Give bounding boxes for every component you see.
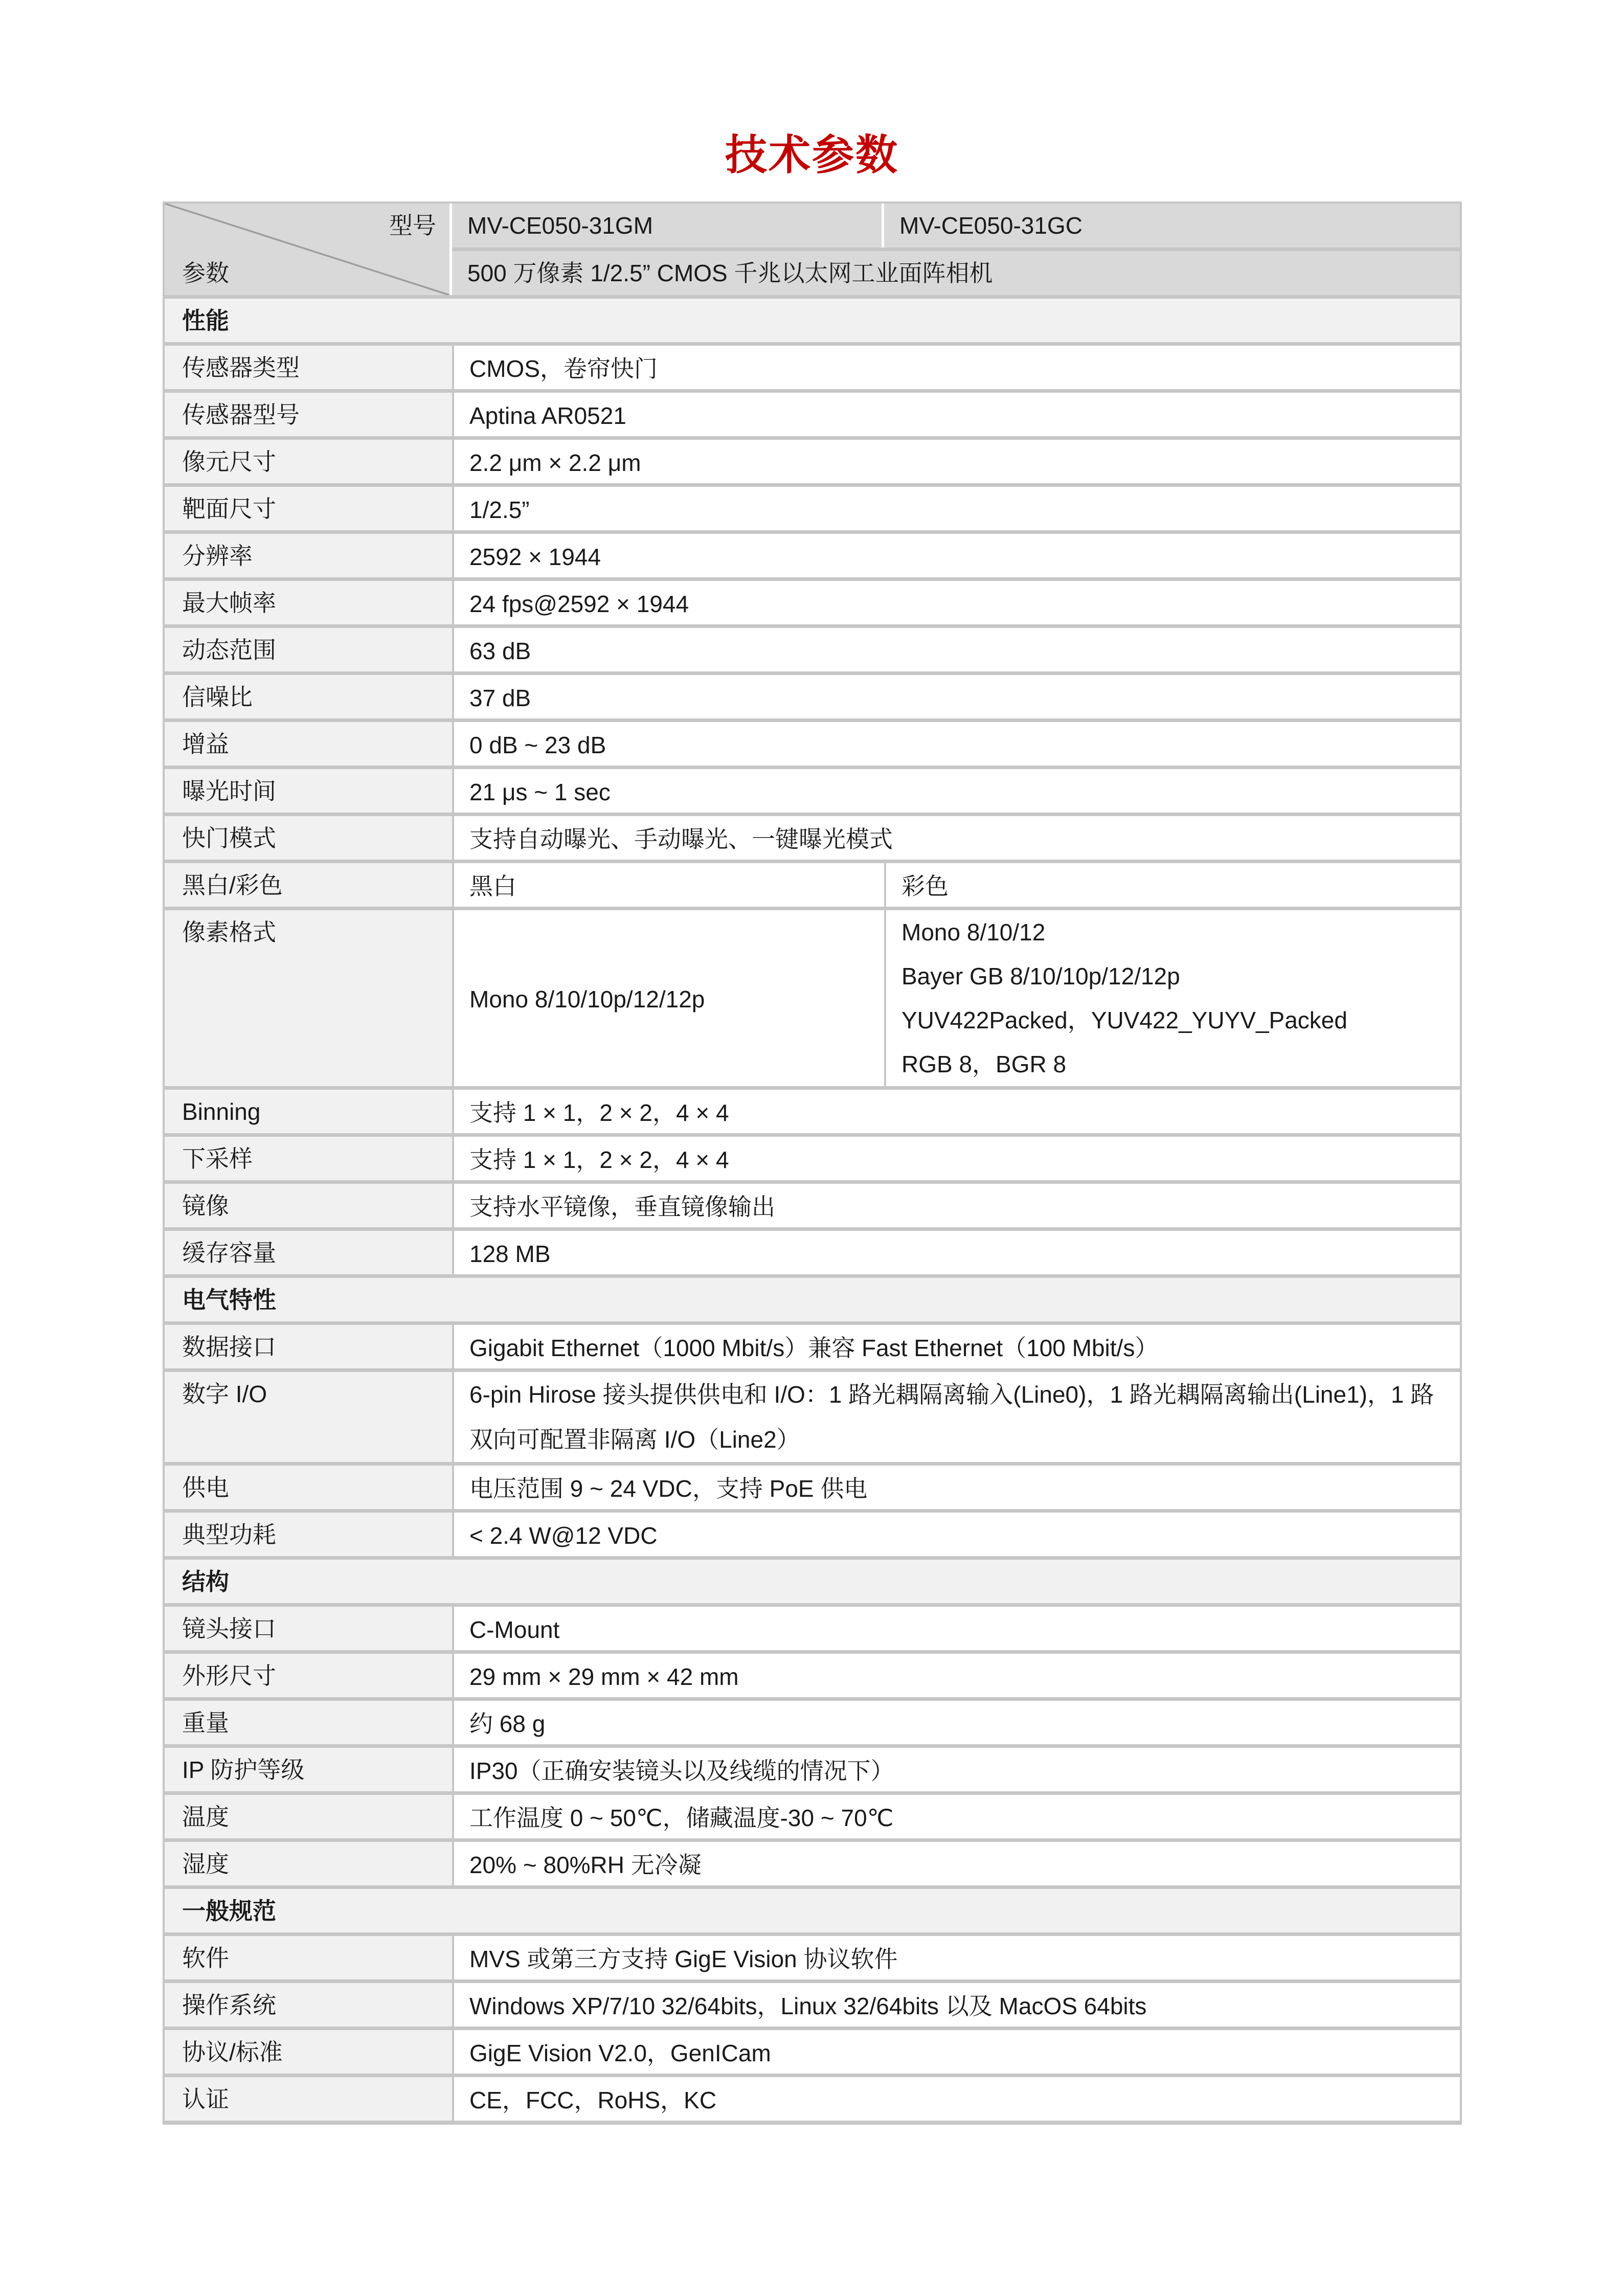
row-value [452,1842,1460,1885]
row-label: 软件 [165,1936,452,1979]
pixel-format-line: Bayer GB 8/10/10p/12/12p [901,963,1180,989]
row-value [452,1466,1460,1509]
row-value [452,534,1460,577]
row-value [452,1231,1460,1274]
row-shutter-mode [165,813,1460,860]
row-power-supply [165,1462,1460,1509]
row-label: 认证 [165,2077,452,2121]
row-certification [165,2074,1460,2121]
row-value-text: 支持 1 × 1，2 × 2，4 × 4 [469,1099,729,1126]
row-label: IP 防护等级 [165,1748,452,1791]
row-label: 像元尺寸 [165,440,452,483]
row-lens-mount [165,1603,1460,1650]
row-label: 操作系统 [165,1983,452,2027]
row-value [452,1936,1460,1979]
row-value-text: CE，FCC，RoHS，KC [469,2086,717,2113]
section-label: 电气特性 [165,1278,1460,1321]
row-label: 温度 [165,1795,452,1838]
header-model-row [452,204,1460,247]
row-value-text: 支持自动曝光、手动曝光、一键曝光模式 [469,825,893,852]
row-value-text: 63 dB [469,637,531,664]
row-dimensions [165,1650,1460,1697]
row-value-text: 21 μs ~ 1 sec [469,778,611,805]
row-label: 信噪比 [165,675,452,718]
row-label: 重量 [165,1701,452,1744]
row-value-text: 20% ~ 80%RH 无冷凝 [469,1851,702,1878]
row-value [452,722,1460,766]
row-value [452,2077,1460,2121]
row-label: 黑白/彩色 [165,863,452,907]
row-label: 快门模式 [165,816,452,860]
row-value-text: Aptina AR0521 [469,402,626,429]
row-ip-rating [165,1744,1460,1791]
row-label: 数字 I/O [165,1372,452,1462]
corner-cell [165,204,452,295]
section-performance [165,295,1460,342]
section-label: 性能 [165,299,1460,342]
row-value-text: 29 mm × 29 mm × 42 mm [469,1663,739,1690]
row-value-text: 工作温度 0 ~ 50℃，储藏温度-30 ~ 70℃ [469,1804,894,1831]
pixel-format-line: Mono 8/10/12 [901,919,1046,946]
row-value [452,1137,1460,1180]
row-value [452,2030,1460,2074]
row-label: 像素格式 [165,910,452,1086]
row-value-text: Gigabit Ethernet（1000 Mbit/s）兼容 Fast Ethernet（100 Mbit/s） [469,1334,1159,1361]
row-os [165,1979,1460,2027]
row-label: 典型功耗 [165,1513,452,1556]
section-general [165,1885,1460,1932]
page-title: 技术参数 [725,132,899,178]
section-electrical [165,1274,1460,1321]
row-value-text: GigE Vision V2.0，GenICam [469,2039,771,2066]
row-value [452,1795,1460,1838]
row-value [452,1372,1460,1462]
row-value-text: 彩色 [901,872,949,899]
row-exposure-time [165,766,1460,813]
row-digital-io [165,1368,1460,1462]
section-label: 一般规范 [165,1889,1460,1932]
row-value-color [884,863,1460,907]
model-name-gm: MV-CE050-31GM [452,204,882,247]
row-value-text: 黑白 [469,872,516,899]
row-pixel-size [165,436,1460,483]
row-value [452,1607,1460,1650]
row-value [452,440,1460,483]
row-label: 镜头接口 [165,1607,452,1650]
product-description: 500 万像素 1/2.5” CMOS 千兆以太网工业面阵相机 [452,247,1460,295]
section-label: 结构 [165,1560,1460,1603]
row-label: 增益 [165,722,452,766]
row-value-mono [452,863,884,907]
model-name-gc: MV-CE050-31GC [882,204,1460,247]
row-label: 供电 [165,1466,452,1509]
row-value [452,675,1460,718]
row-value [452,1325,1460,1368]
row-value-text: MVS 或第三方支持 GigE Vision 协议软件 [469,1945,898,1972]
row-weight [165,1697,1460,1744]
row-resolution [165,530,1460,577]
row-value-text: 0 dB ~ 23 dB [469,731,606,758]
row-value [452,1983,1460,2027]
row-value [452,816,1460,860]
row-value-text: 约 68 g [469,1710,546,1737]
row-label: 曝光时间 [165,769,452,813]
row-value-text: 支持水平镜像，垂直镜像输出 [469,1193,775,1220]
row-mono-color [165,860,1460,907]
row-gain [165,718,1460,766]
row-value [452,769,1460,813]
row-label: 最大帧率 [165,581,452,624]
row-dynamic-range [165,624,1460,671]
row-value-text: C-Mount [469,1616,560,1643]
row-value-text: 2.2 μm × 2.2 μm [469,449,641,476]
row-value-text: 37 dB [469,684,531,711]
row-pixel-format [165,907,1460,1086]
table-header [165,204,1460,295]
row-max-frame-rate [165,577,1460,624]
row-temperature [165,1791,1460,1838]
row-value [452,1654,1460,1697]
section-structure [165,1556,1460,1603]
row-decimation [165,1133,1460,1180]
row-value-text: 支持 1 × 1，2 × 2，4 × 4 [469,1146,729,1173]
row-label: 外形尺寸 [165,1654,452,1697]
row-value-color-formats [884,910,1460,1086]
row-label: 下采样 [165,1137,452,1180]
row-label: 分辨率 [165,534,452,577]
row-value-text: < 2.4 W@12 VDC [469,1522,658,1549]
header-right [452,204,1460,295]
row-value-text: 6-pin Hirose 接头提供供电和 I/O：1 路光耦隔离输入(Line0)，1 路光耦隔离输出(Line1)，1 路双向可配置非隔离 I/O（Line2） [469,1381,1434,1453]
row-value-text: Mono 8/10/10p/12/12p [469,986,705,1012]
row-label: 传感器类型 [165,346,452,389]
row-value-text: 24 fps@2592 × 1944 [469,590,689,617]
row-value-text: Windows XP/7/10 32/64bits，Linux 32/64bits 以及 MacOS 64bits [469,1992,1147,2019]
row-value [452,1513,1460,1556]
row-label: 靶面尺寸 [165,487,452,530]
row-label: 数据接口 [165,1325,452,1368]
row-value [452,346,1460,389]
row-snr [165,671,1460,718]
row-value-text: IP30（正确安装镜头以及线缆的情况下） [469,1757,894,1784]
row-label: 湿度 [165,1842,452,1885]
row-label: 协议/标准 [165,2030,452,2074]
row-value-text: 1/2.5” [469,496,530,523]
row-value-mono-formats [452,910,884,1086]
row-value-text: CMOS，卷帘快门 [469,355,658,382]
row-label: 缓存容量 [165,1231,452,1274]
pixel-format-line: YUV422Packed，YUV422_YUYV_Packed [901,1007,1347,1033]
corner-model-label: 型号 [389,212,436,239]
pixel-format-line: RGB 8，BGR 8 [901,1051,1067,1077]
row-software [165,1932,1460,1979]
row-sensor-model [165,389,1460,436]
row-mirror [165,1180,1460,1227]
row-data-interface [165,1321,1460,1368]
row-binning [165,1086,1460,1133]
row-value-text: 2592 × 1944 [469,543,601,570]
row-value [452,487,1460,530]
row-label: Binning [165,1090,452,1133]
row-value [452,1184,1460,1227]
row-value [452,628,1460,671]
row-optical-format [165,483,1460,530]
row-label: 传感器型号 [165,393,452,436]
row-value [452,581,1460,624]
row-value-text: 电压范围 9 ~ 24 VDC，支持 PoE 供电 [469,1475,868,1502]
row-value [452,1701,1460,1744]
row-buffer-memory [165,1227,1460,1274]
row-value-text: 128 MB [469,1240,551,1267]
row-sensor-type [165,342,1460,389]
row-value [452,1090,1460,1133]
spec-table [163,201,1462,2125]
row-protocol [165,2027,1460,2074]
row-label: 动态范围 [165,628,452,671]
row-label: 镜像 [165,1184,452,1227]
row-value [452,393,1460,436]
row-humidity [165,1838,1460,1885]
row-value [452,1748,1460,1791]
row-power-consumption [165,1509,1460,1556]
corner-param-label: 参数 [182,260,229,286]
